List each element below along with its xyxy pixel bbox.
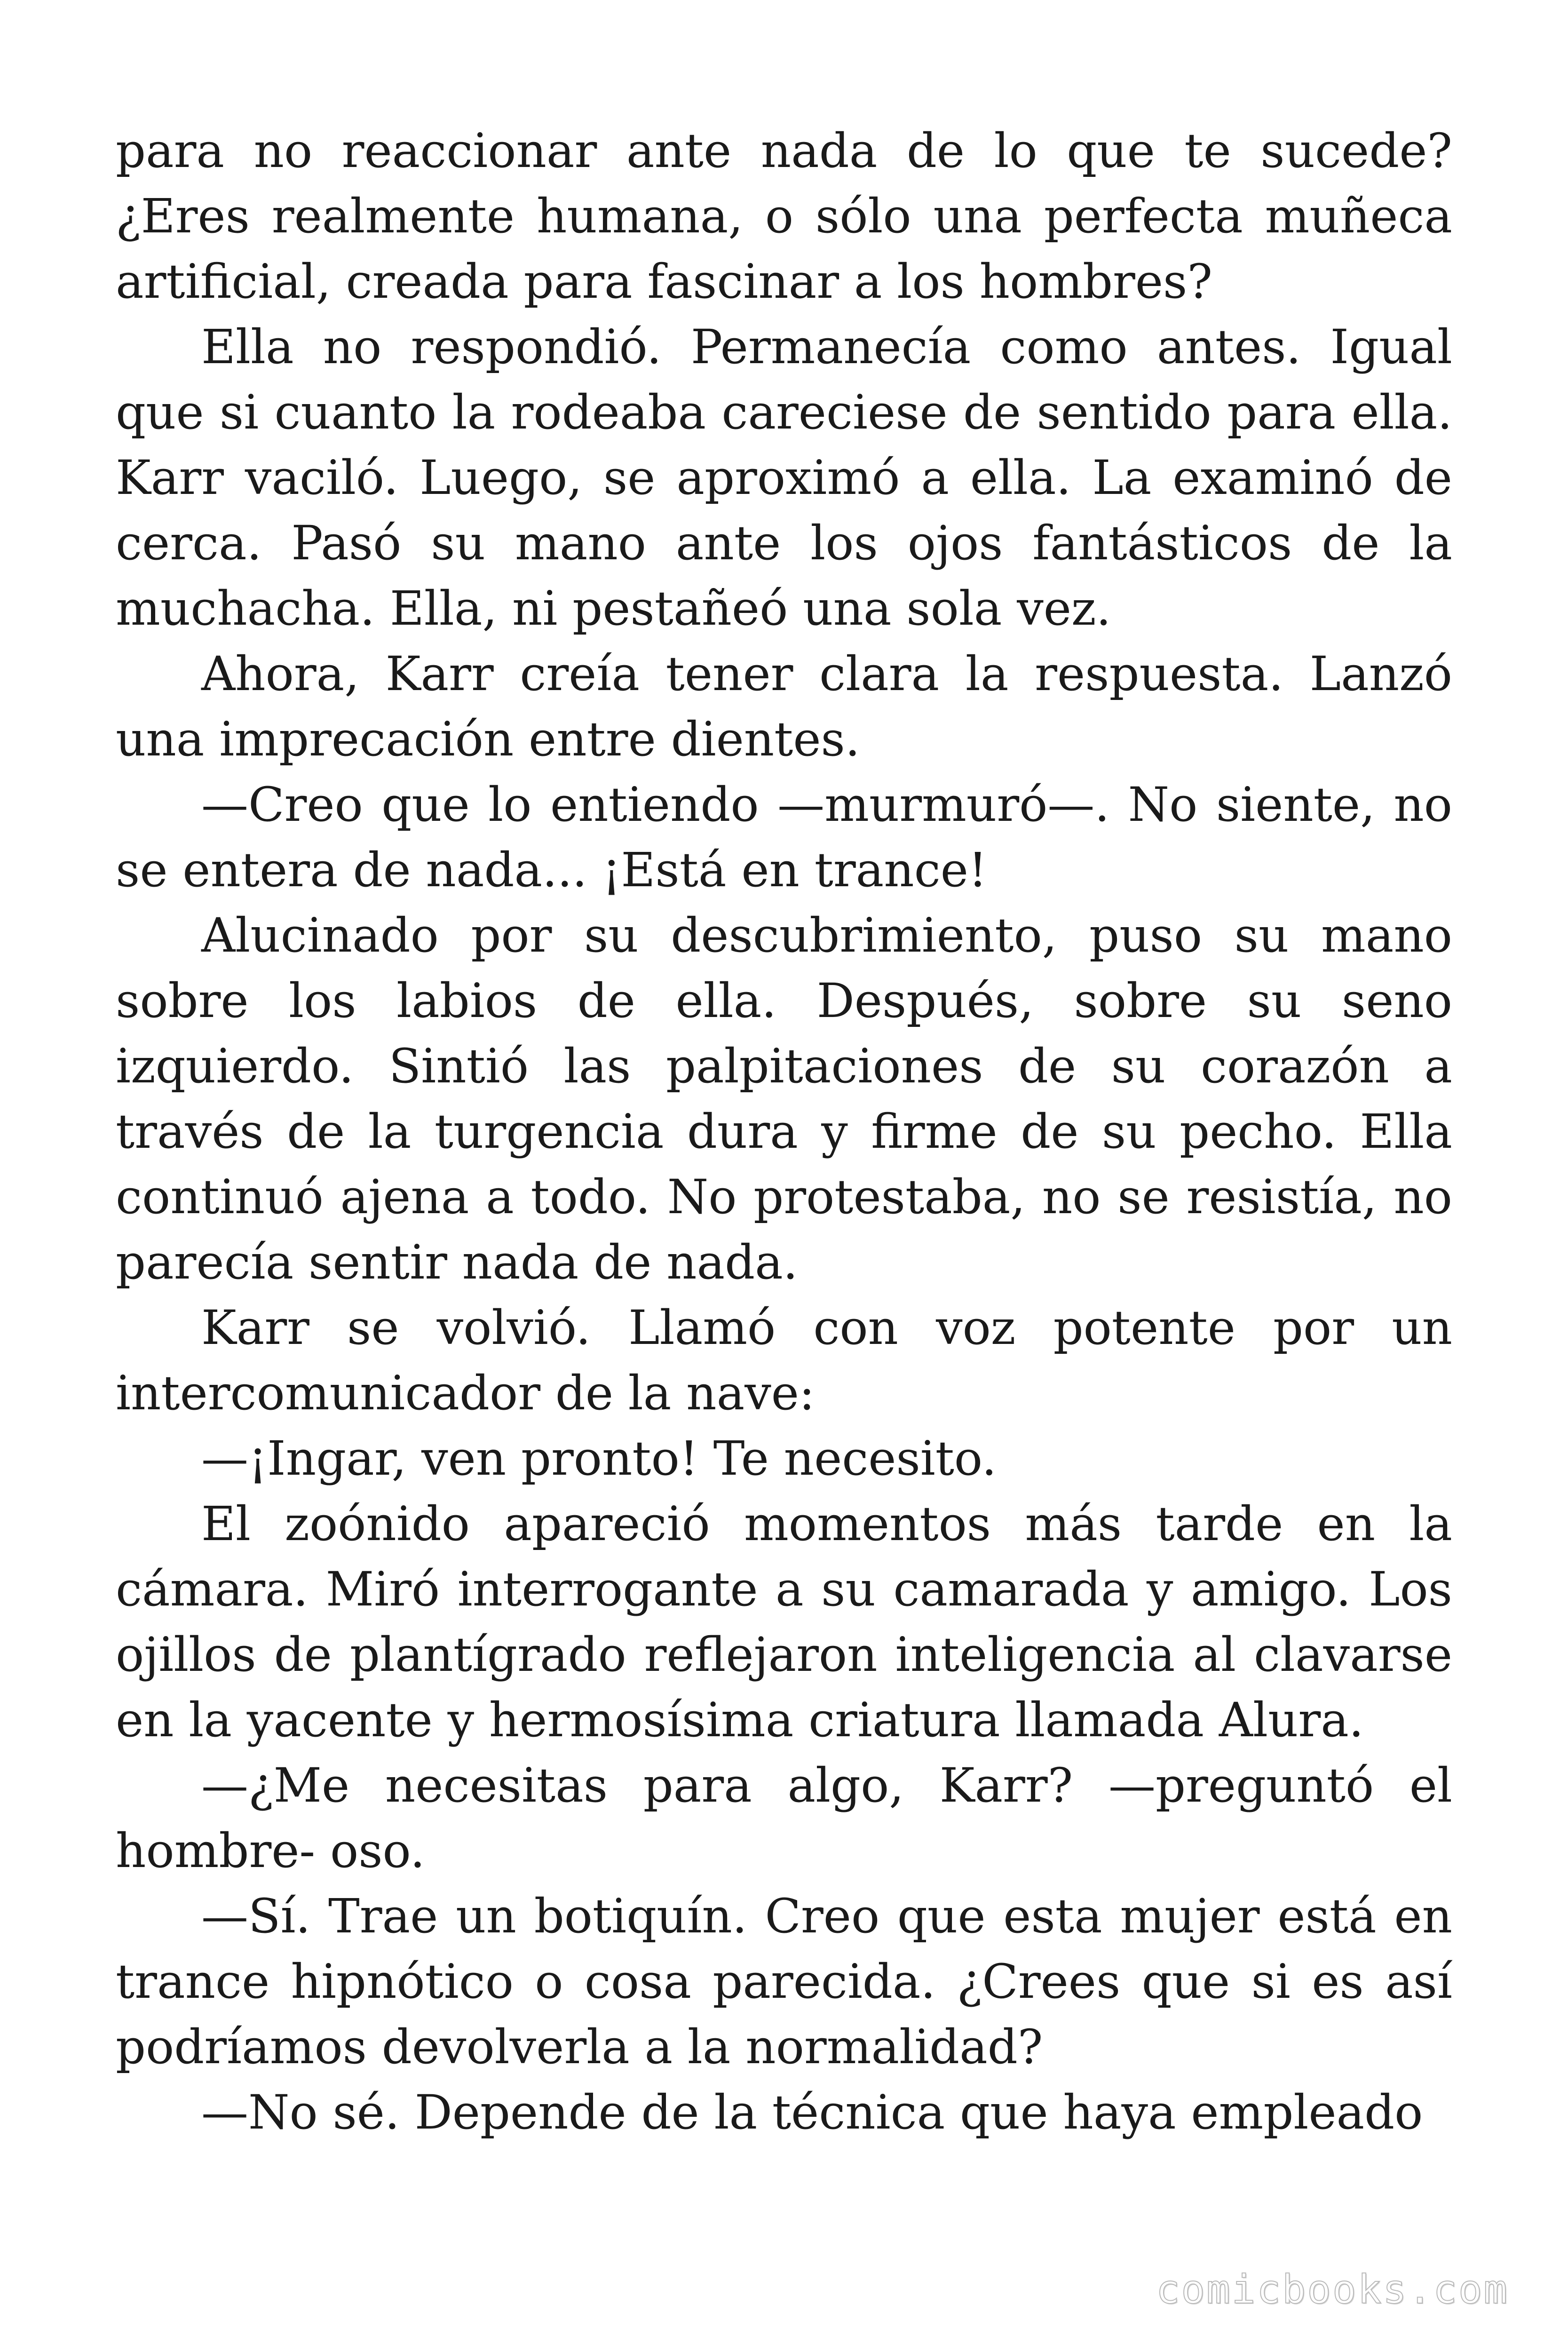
paragraph-5: Alucinado por su descubrimiento, puso su mano sobre los labios de ella. Después, sobre su seno izquierdo. Sintió las palpitaciones de su corazón a través de la turgencia dura y firme de su pecho. Ella continuó ajena a todo. No protestaba, no se resistía, no parecía sentir nada de nada. [116, 908, 1452, 1290]
paragraph-7: —¡Ingar, ven pronto! Te necesito. [201, 1431, 997, 1486]
paragraph-1: para no reaccionar ante nada de lo que te sucede? ¿Eres realmente humana, o sólo una perfecta muñeca artificial, creada para fascinar a los hombres? [116, 123, 1452, 309]
paragraph-2: Ella no respondió. Permanecía como antes. Igual que si cuanto la rodeaba careciese de sentido para ella. Karr vaciló. Luego, se aproximó a ella. La examinó de cerca. Pasó su mano ante los ojos fantásticos de la muchacha. Ella, ni pestañeó una sola vez. [116, 319, 1452, 636]
watermark: comicbooks.com [1156, 2266, 1509, 2312]
page-body [116, 118, 1452, 2145]
paragraph-8: El zoónido apareció momentos más tarde en la cámara. Miró interrogante a su camarada y amigo. Los ojillos de plantígrado reflejaron inteligencia al clavarse en la yacente y hermosísima criatura llamada Alura. [116, 1496, 1452, 1748]
paragraph-11: —No sé. Depende de la técnica que haya empleado [201, 2085, 1423, 2140]
paragraph-9: —¿Me necesitas para algo, Karr? —preguntó el hombre- oso. [116, 1758, 1452, 1878]
paragraph-10: —Sí. Trae un botiquín. Creo que esta mujer está en trance hipnótico o cosa parecida. ¿Crees que si es así podríamos devolverla a la normalidad? [116, 1889, 1452, 2074]
paragraph-3: Ahora, Karr creía tener clara la respuesta. Lanzó una imprecación entre dientes. [116, 646, 1452, 767]
paragraph-4: —Creo que lo entiendo —murmuró—. No siente, no se entera de nada... ¡Está en trance! [116, 777, 1452, 898]
paragraph-6: Karr se volvió. Llamó con voz potente por un intercomunicador de la nave: [116, 1300, 1452, 1421]
